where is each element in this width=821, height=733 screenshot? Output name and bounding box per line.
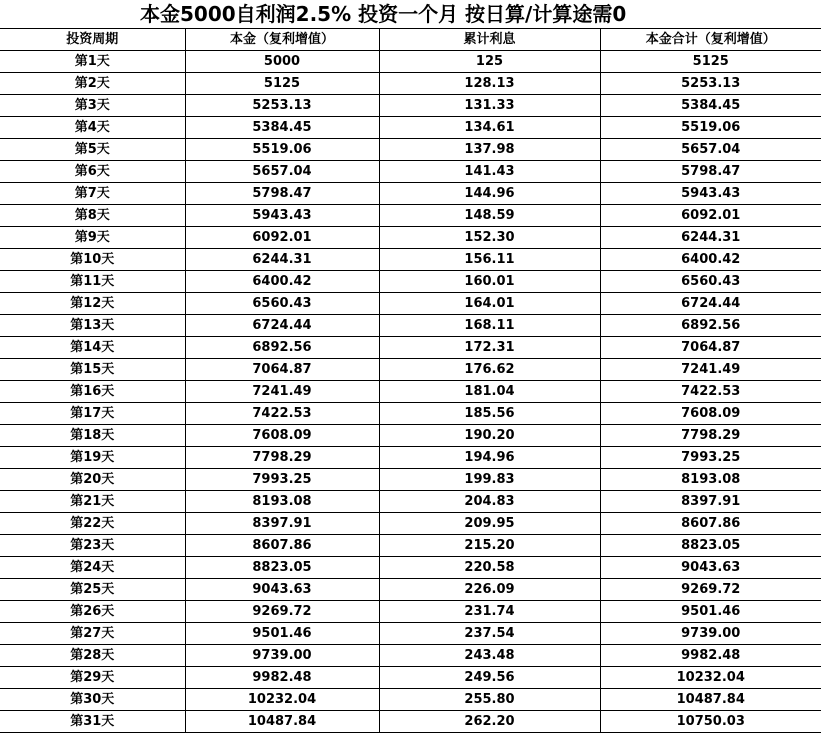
cell-total: 9043.63 <box>600 557 821 579</box>
table-row <box>0 337 821 359</box>
cell-interest: 243.48 <box>379 645 600 667</box>
cell-total: 5253.13 <box>600 73 821 95</box>
cell-interest: 199.83 <box>379 469 600 491</box>
table-row <box>0 227 821 249</box>
cell-principal: 5253.13 <box>185 95 379 117</box>
cell-interest: 255.80 <box>379 689 600 711</box>
cell-period: 第23天 <box>0 535 185 557</box>
cell-total: 9982.48 <box>600 645 821 667</box>
cell-interest: 164.01 <box>379 293 600 315</box>
cell-interest: 172.31 <box>379 337 600 359</box>
header-principal: 本金（复利增值） <box>185 29 379 51</box>
cell-period: 第1天 <box>0 51 185 73</box>
cell-interest: 226.09 <box>379 579 600 601</box>
cell-interest: 220.58 <box>379 557 600 579</box>
cell-interest: 204.83 <box>379 491 600 513</box>
cell-total: 5384.45 <box>600 95 821 117</box>
cell-total: 9501.46 <box>600 601 821 623</box>
cell-interest: 137.98 <box>379 139 600 161</box>
cell-total: 8607.86 <box>600 513 821 535</box>
cell-principal: 8823.05 <box>185 557 379 579</box>
cell-interest: 249.56 <box>379 667 600 689</box>
cell-period: 第8天 <box>0 205 185 227</box>
cell-period: 第21天 <box>0 491 185 513</box>
table-row <box>0 183 821 205</box>
cell-total: 6244.31 <box>600 227 821 249</box>
cell-interest: 144.96 <box>379 183 600 205</box>
table-row <box>0 623 821 645</box>
cell-interest: 181.04 <box>379 381 600 403</box>
cell-principal: 10487.84 <box>185 711 379 733</box>
cell-period: 第15天 <box>0 359 185 381</box>
compound-interest-table <box>0 28 821 733</box>
table-body <box>0 51 821 733</box>
cell-total: 6892.56 <box>600 315 821 337</box>
cell-principal: 7993.25 <box>185 469 379 491</box>
table-row <box>0 271 821 293</box>
table-row <box>0 535 821 557</box>
table-row <box>0 51 821 73</box>
cell-period: 第22天 <box>0 513 185 535</box>
cell-total: 10750.03 <box>600 711 821 733</box>
cell-principal: 6724.44 <box>185 315 379 337</box>
table-row <box>0 689 821 711</box>
cell-total: 8397.91 <box>600 491 821 513</box>
cell-total: 7064.87 <box>600 337 821 359</box>
cell-principal: 5798.47 <box>185 183 379 205</box>
cell-principal: 8397.91 <box>185 513 379 535</box>
cell-period: 第7天 <box>0 183 185 205</box>
cell-interest: 125 <box>379 51 600 73</box>
cell-period: 第24天 <box>0 557 185 579</box>
table-row <box>0 557 821 579</box>
cell-principal: 5384.45 <box>185 117 379 139</box>
cell-period: 第28天 <box>0 645 185 667</box>
cell-total: 5798.47 <box>600 161 821 183</box>
header-period: 投资周期 <box>0 29 185 51</box>
cell-total: 6560.43 <box>600 271 821 293</box>
table-row <box>0 117 821 139</box>
cell-interest: 262.20 <box>379 711 600 733</box>
cell-total: 7241.49 <box>600 359 821 381</box>
cell-interest: 156.11 <box>379 249 600 271</box>
cell-period: 第11天 <box>0 271 185 293</box>
table-row <box>0 359 821 381</box>
cell-principal: 8193.08 <box>185 491 379 513</box>
cell-principal: 5000 <box>185 51 379 73</box>
cell-principal: 9269.72 <box>185 601 379 623</box>
cell-principal: 5125 <box>185 73 379 95</box>
cell-principal: 9739.00 <box>185 645 379 667</box>
cell-total: 9739.00 <box>600 623 821 645</box>
cell-interest: 185.56 <box>379 403 600 425</box>
table-row <box>0 579 821 601</box>
table-row <box>0 95 821 117</box>
cell-principal: 6400.42 <box>185 271 379 293</box>
cell-total: 5125 <box>600 51 821 73</box>
cell-principal: 6892.56 <box>185 337 379 359</box>
cell-principal: 7608.09 <box>185 425 379 447</box>
cell-interest: 215.20 <box>379 535 600 557</box>
table-row <box>0 667 821 689</box>
cell-period: 第17天 <box>0 403 185 425</box>
table-row <box>0 645 821 667</box>
cell-interest: 190.20 <box>379 425 600 447</box>
cell-period: 第18天 <box>0 425 185 447</box>
cell-principal: 7422.53 <box>185 403 379 425</box>
cell-total: 7993.25 <box>600 447 821 469</box>
cell-period: 第9天 <box>0 227 185 249</box>
table-row <box>0 139 821 161</box>
cell-principal: 9982.48 <box>185 667 379 689</box>
cell-total: 7608.09 <box>600 403 821 425</box>
cell-interest: 237.54 <box>379 623 600 645</box>
table-row <box>0 491 821 513</box>
cell-interest: 131.33 <box>379 95 600 117</box>
cell-principal: 8607.86 <box>185 535 379 557</box>
cell-interest: 134.61 <box>379 117 600 139</box>
cell-period: 第27天 <box>0 623 185 645</box>
cell-interest: 194.96 <box>379 447 600 469</box>
cell-total: 8823.05 <box>600 535 821 557</box>
table-row <box>0 161 821 183</box>
cell-interest: 152.30 <box>379 227 600 249</box>
cell-period: 第20天 <box>0 469 185 491</box>
cell-principal: 6092.01 <box>185 227 379 249</box>
cell-total: 5657.04 <box>600 139 821 161</box>
cell-period: 第30天 <box>0 689 185 711</box>
cell-principal: 6560.43 <box>185 293 379 315</box>
table-row <box>0 403 821 425</box>
table-row <box>0 381 821 403</box>
cell-period: 第16天 <box>0 381 185 403</box>
cell-principal: 7798.29 <box>185 447 379 469</box>
cell-principal: 5943.43 <box>185 205 379 227</box>
table-row <box>0 601 821 623</box>
cell-period: 第12天 <box>0 293 185 315</box>
table-row <box>0 73 821 95</box>
cell-period: 第4天 <box>0 117 185 139</box>
cell-period: 第2天 <box>0 73 185 95</box>
cell-period: 第13天 <box>0 315 185 337</box>
cell-total: 5519.06 <box>600 117 821 139</box>
cell-principal: 10232.04 <box>185 689 379 711</box>
cell-principal: 9501.46 <box>185 623 379 645</box>
table-row <box>0 513 821 535</box>
header-total: 本金合计（复利增值） <box>600 29 821 51</box>
cell-interest: 141.43 <box>379 161 600 183</box>
table-row <box>0 447 821 469</box>
cell-principal: 5519.06 <box>185 139 379 161</box>
cell-total: 6400.42 <box>600 249 821 271</box>
cell-principal: 6244.31 <box>185 249 379 271</box>
table-row <box>0 249 821 271</box>
cell-interest: 231.74 <box>379 601 600 623</box>
table-row <box>0 315 821 337</box>
cell-total: 7798.29 <box>600 425 821 447</box>
cell-total: 8193.08 <box>600 469 821 491</box>
cell-total: 10487.84 <box>600 689 821 711</box>
cell-principal: 7064.87 <box>185 359 379 381</box>
table-row <box>0 293 821 315</box>
cell-period: 第25天 <box>0 579 185 601</box>
header-interest: 累计利息 <box>379 29 600 51</box>
cell-total: 6724.44 <box>600 293 821 315</box>
cell-total: 9269.72 <box>600 579 821 601</box>
cell-total: 10232.04 <box>600 667 821 689</box>
cell-total: 7422.53 <box>600 381 821 403</box>
sheet-title: 本金5000自利润2.5% 投资一个月 按日算/计算途需0 <box>140 2 627 26</box>
cell-period: 第10天 <box>0 249 185 271</box>
cell-total: 6092.01 <box>600 205 821 227</box>
cell-period: 第29天 <box>0 667 185 689</box>
cell-period: 第19天 <box>0 447 185 469</box>
header-row <box>0 29 821 51</box>
table-row <box>0 711 821 733</box>
cell-principal: 9043.63 <box>185 579 379 601</box>
cell-principal: 5657.04 <box>185 161 379 183</box>
cell-period: 第26天 <box>0 601 185 623</box>
cell-interest: 148.59 <box>379 205 600 227</box>
cell-period: 第14天 <box>0 337 185 359</box>
cell-interest: 209.95 <box>379 513 600 535</box>
cell-interest: 176.62 <box>379 359 600 381</box>
cell-period: 第3天 <box>0 95 185 117</box>
cell-period: 第5天 <box>0 139 185 161</box>
cell-interest: 168.11 <box>379 315 600 337</box>
cell-principal: 7241.49 <box>185 381 379 403</box>
cell-period: 第6天 <box>0 161 185 183</box>
cell-interest: 128.13 <box>379 73 600 95</box>
table-row <box>0 425 821 447</box>
cell-period: 第31天 <box>0 711 185 733</box>
cell-total: 5943.43 <box>600 183 821 205</box>
table-row <box>0 469 821 491</box>
table-row <box>0 205 821 227</box>
cell-interest: 160.01 <box>379 271 600 293</box>
